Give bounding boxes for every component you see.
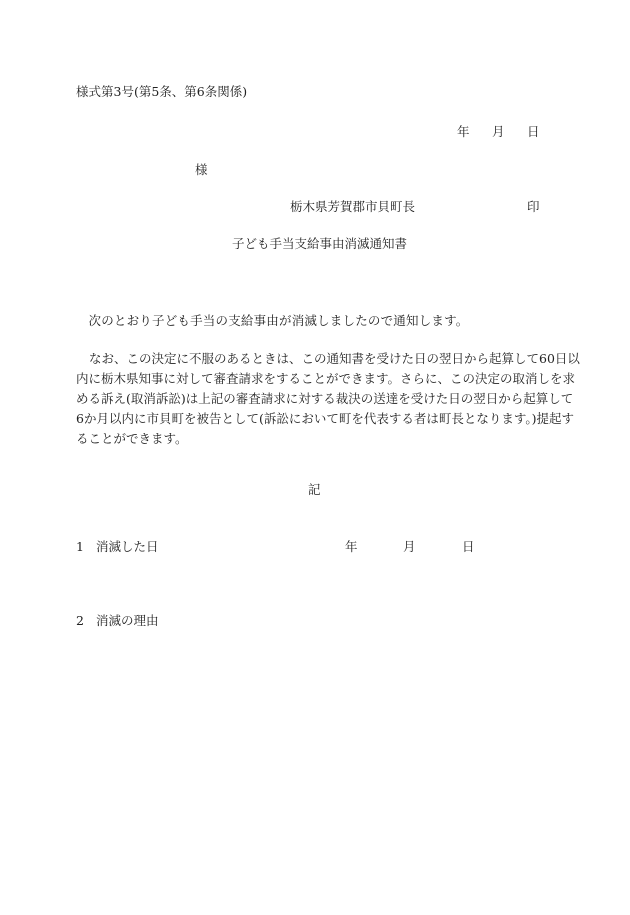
ki-heading: 記 — [308, 482, 321, 497]
item-2-number: 2 — [76, 613, 84, 628]
form-number: 様式第3号(第5条、第6条関係) — [76, 84, 248, 99]
item-1-number: 1 — [76, 539, 84, 554]
body-paragraph-1-text: 次のとおり子ども手当の支給事由が消滅しましたので通知します。 — [88, 313, 469, 328]
item-2-label: 消滅の理由 — [96, 613, 159, 628]
body-paragraph-2-line: 6か月以内に市貝町を被告として(訴訟において町を代表する者は町長となります。)提起す — [76, 411, 574, 426]
item-1-month: 月 — [403, 539, 416, 554]
addressee-suffix: 様 — [195, 162, 208, 177]
body-paragraph-2-line: なお、この決定に不服のあるときは、この通知書を受けた日の翌日から起算して60日以 — [89, 351, 580, 366]
item-1-label: 消滅した日 — [96, 539, 159, 554]
body-paragraph-2-line: める訴え(取消訴訟)は上記の審査請求に対する裁決の送達を受けた日の翌日から起算して — [76, 391, 574, 406]
body-paragraph-2-line: 内に栃木県知事に対して審査請求をすることができます。さらに、この決定の取消しを求 — [76, 371, 576, 386]
body-paragraph-1 — [76, 311, 556, 331]
item-1-day: 日 — [462, 539, 475, 554]
item-1-year: 年 — [345, 539, 358, 554]
document-title: 子ども手当支給事由消滅通知書 — [232, 236, 408, 251]
date-month: 月 — [492, 124, 505, 139]
body-paragraph-2-line: ることができます。 — [76, 431, 188, 446]
issuer-name: 栃木県芳賀郡市貝町長 — [290, 199, 416, 214]
date-day: 日 — [527, 124, 540, 139]
date-year: 年 — [457, 124, 470, 139]
seal-mark: 印 — [527, 199, 540, 214]
